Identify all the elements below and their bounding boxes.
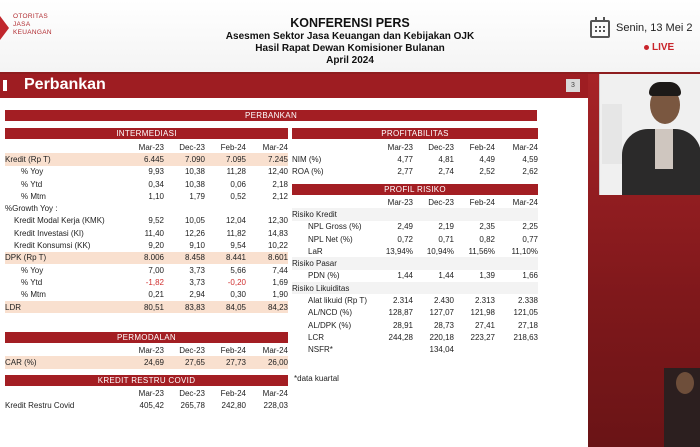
- cell-value: [454, 208, 495, 220]
- row-label: DPK (Rp T): [5, 252, 123, 264]
- cell-value: 12,30: [267, 216, 288, 226]
- press-conference-subtitle-2: Hasil Rapat Dewan Komisioner Bulanan: [255, 43, 445, 54]
- cell-value: 2.314: [392, 296, 413, 306]
- cell-value: 27,73: [205, 356, 246, 368]
- cell-value: 1,90: [272, 290, 288, 300]
- column-header-period: Mar-24: [512, 142, 538, 152]
- cell-value: 0,34: [148, 179, 164, 189]
- column-header-label: [292, 141, 372, 153]
- table-row: [292, 208, 538, 220]
- cell-value: 26,00: [246, 356, 288, 368]
- table-row: [292, 294, 538, 306]
- cell-value: [495, 257, 538, 269]
- presentation-slide: [0, 74, 588, 447]
- column-header-period: Dec-23: [179, 388, 205, 398]
- cell-value: 7.090: [164, 153, 205, 165]
- speaker-video: [599, 74, 700, 195]
- cell-value: 2,77: [397, 167, 413, 177]
- kredit-restru-covid-header: KREDIT RESTRU COVID: [5, 375, 288, 386]
- column-header-period: Dec-23: [428, 142, 454, 152]
- cell-value: 28,73: [433, 320, 454, 330]
- row-label: Kredit Konsumsi (KK): [14, 241, 91, 251]
- cell-value: 0,72: [397, 234, 413, 244]
- cell-value: 9,20: [148, 241, 164, 251]
- interpreter-head: [676, 372, 694, 394]
- cell-value: 121,98: [470, 308, 495, 318]
- row-label: NPL Gross (%): [308, 222, 362, 232]
- cell-value: 405,42: [139, 400, 164, 410]
- press-conference-subtitle-3: April 2024: [326, 55, 374, 66]
- cell-value: 28,91: [392, 320, 413, 330]
- table-row: [5, 301, 288, 313]
- cell-value: 84,05: [205, 301, 246, 313]
- cell-value: [372, 257, 413, 269]
- column-header-period: Dec-23: [179, 142, 205, 152]
- cell-value: 3,73: [189, 277, 205, 287]
- table-row: [5, 264, 288, 276]
- cell-value: 1,69: [272, 277, 288, 287]
- live-dot-icon: [644, 45, 649, 50]
- row-label: Kredit (Rp T): [5, 153, 123, 165]
- cell-value: 1,79: [189, 191, 205, 201]
- speaker-hair: [649, 82, 681, 96]
- table-row: [5, 399, 288, 411]
- row-label: % Yoy: [21, 167, 44, 177]
- column-header-period: Mar-23: [138, 142, 164, 152]
- row-label: % Ytd: [21, 179, 43, 189]
- kredit-restru-covid-table: [5, 387, 288, 412]
- cell-value: 2,49: [397, 222, 413, 232]
- cell-value: 12,26: [184, 228, 205, 238]
- cell-value: 4,81: [438, 154, 454, 164]
- profil-risiko-header: PROFIL RISIKO: [292, 184, 538, 195]
- table-row: [5, 252, 288, 264]
- row-label: AL/DPK (%): [308, 320, 352, 330]
- table-row: [5, 356, 288, 368]
- cell-value: 218,63: [513, 332, 538, 342]
- cell-value: 10,05: [184, 216, 205, 226]
- row-label: % Ytd: [21, 277, 43, 287]
- cell-value: -0,20: [227, 277, 246, 287]
- cell-value: 11,56%: [468, 246, 495, 256]
- table-row: [5, 202, 288, 214]
- calendar-icon: [590, 20, 610, 38]
- cell-value: 9,54: [230, 241, 246, 251]
- intermediasi-table: [5, 141, 288, 313]
- table-row: [5, 289, 288, 301]
- cell-value: 128,87: [388, 308, 413, 318]
- table-row: [292, 270, 538, 282]
- cell-value: 0,30: [230, 290, 246, 300]
- cell-value: [413, 257, 454, 269]
- cell-value: 11,82: [226, 228, 246, 238]
- column-header-label: [292, 196, 372, 208]
- live-label: LIVE: [652, 42, 675, 53]
- row-label: LaR: [308, 246, 323, 256]
- cell-value: 8.601: [246, 252, 288, 264]
- cell-value: 2,12: [272, 191, 288, 201]
- column-header-period: Feb-24: [220, 345, 246, 355]
- ojk-logo-text: OTORITAS JASA KEUANGAN: [13, 13, 52, 36]
- row-label: Risiko Likuiditas: [292, 282, 372, 294]
- cell-value: 4,49: [479, 154, 495, 164]
- cell-value: 10,38: [184, 167, 205, 177]
- cell-value: [123, 202, 164, 214]
- column-header-period: Mar-24: [262, 388, 288, 398]
- cell-value: 27,41: [474, 320, 495, 330]
- cell-value: 7.095: [205, 153, 246, 165]
- press-conference-title: KONFERENSI PERS: [290, 16, 410, 30]
- cell-value: 7,44: [272, 265, 288, 275]
- table-row: [292, 257, 538, 269]
- profil-risiko-table: [292, 196, 538, 356]
- table-row: [5, 178, 288, 190]
- cell-value: 27,65: [164, 356, 205, 368]
- row-label: Risiko Kredit: [292, 208, 372, 220]
- column-header-period: Mar-23: [387, 197, 413, 207]
- broadcast-header: [0, 0, 700, 72]
- cell-value: 24,69: [123, 356, 164, 368]
- cell-value: 0,82: [479, 234, 495, 244]
- table-row: [5, 153, 288, 165]
- cell-value: 7,00: [148, 265, 164, 275]
- table-row: [5, 227, 288, 239]
- cell-value: 0,77: [522, 234, 538, 244]
- column-header-period: Mar-23: [138, 388, 164, 398]
- cell-value: 10,38: [184, 179, 205, 189]
- table-row: [292, 307, 538, 319]
- cell-value: 7.245: [246, 153, 288, 165]
- cell-value: 121,05: [513, 308, 538, 318]
- row-label: ROA (%): [292, 167, 324, 177]
- row-label: NPL Net (%): [308, 234, 353, 244]
- row-label: % Yoy: [21, 265, 44, 275]
- cell-value: 1,10: [148, 191, 164, 201]
- row-label: PDN (%): [308, 271, 340, 281]
- row-label: NIM (%): [292, 154, 322, 164]
- row-label: %Growth Yoy :: [5, 204, 58, 214]
- cell-value: 2,18: [272, 179, 288, 189]
- cell-value: 8.458: [164, 252, 205, 264]
- column-header-label: [5, 141, 123, 153]
- cell-value: 11,40: [144, 228, 164, 238]
- table-row: [5, 215, 288, 227]
- cell-value: 10,22: [267, 241, 288, 251]
- speaker-shirt: [655, 129, 673, 169]
- cell-value: 9,93: [148, 167, 164, 177]
- cell-value: 13,94%: [385, 246, 413, 256]
- cell-value: [495, 208, 538, 220]
- cell-value: 242,80: [221, 400, 246, 410]
- quarterly-data-footnote: *data kuartal: [294, 374, 339, 383]
- press-conference-title-block: [170, 16, 530, 66]
- cell-value: [454, 282, 495, 294]
- cell-value: [495, 282, 538, 294]
- cell-value: 228,03: [263, 400, 288, 410]
- cell-value: 14,83: [267, 228, 288, 238]
- cell-value: 2,19: [438, 222, 454, 232]
- cell-value: 9,52: [148, 216, 164, 226]
- cell-value: 11,28: [226, 167, 246, 177]
- table-row: [5, 166, 288, 178]
- row-label: Kredit Restru Covid: [5, 400, 75, 410]
- cell-value: 1,44: [438, 271, 454, 281]
- table-row: [292, 233, 538, 245]
- ojk-logo: [0, 10, 70, 44]
- slide-page-number: 3: [566, 79, 580, 92]
- cell-value: 0,21: [148, 290, 164, 300]
- background-flag: [602, 104, 622, 164]
- cell-value: 134,04: [429, 345, 454, 355]
- cell-value: 2.313: [474, 296, 495, 306]
- cell-value: 9,10: [189, 241, 205, 251]
- cell-value: 2,35: [479, 222, 495, 232]
- live-indicator: [644, 42, 674, 53]
- column-header-label: [5, 344, 123, 356]
- cell-value: 220,18: [429, 332, 454, 342]
- table-row: [292, 166, 538, 178]
- column-header-period: Mar-24: [262, 345, 288, 355]
- table-row: [292, 344, 538, 356]
- cell-value: [164, 202, 205, 214]
- cell-value: 2,62: [522, 167, 538, 177]
- column-header-period: Mar-24: [512, 197, 538, 207]
- cell-value: 12,40: [267, 167, 288, 177]
- broadcast-date: Senin, 13 Mei 2: [616, 22, 693, 34]
- cell-value: [372, 282, 413, 294]
- column-header-period: Mar-24: [262, 142, 288, 152]
- table-row: [5, 239, 288, 251]
- row-label: Risiko Pasar: [292, 257, 372, 269]
- row-label: Kredit Investasi (KI): [14, 228, 84, 238]
- cell-value: [372, 344, 413, 356]
- cell-value: [413, 208, 454, 220]
- cell-value: [372, 208, 413, 220]
- cell-value: [205, 202, 246, 214]
- cell-value: 84,23: [246, 301, 288, 313]
- column-header-period: Feb-24: [469, 197, 495, 207]
- column-header-period: Mar-23: [138, 345, 164, 355]
- press-conference-subtitle-1: Asesmen Sektor Jasa Keuangan dan Kebijakan OJK: [225, 31, 475, 42]
- cell-value: [454, 344, 495, 356]
- row-label: CAR (%): [5, 356, 123, 368]
- sign-language-interpreter-video: [664, 368, 700, 447]
- cell-value: [495, 344, 538, 356]
- profitabilitas-table: [292, 141, 538, 178]
- cell-value: 2,25: [522, 222, 538, 232]
- table-row: [5, 190, 288, 202]
- slide-title: Perbankan: [24, 76, 106, 93]
- cell-value: 223,27: [470, 332, 495, 342]
- column-header-period: Dec-23: [179, 345, 205, 355]
- cell-value: 0,52: [230, 191, 246, 201]
- row-label: AL/NCD (%): [308, 308, 353, 318]
- ojk-logo-mark-icon: [0, 16, 9, 40]
- table-row: [292, 319, 538, 331]
- cell-value: 12,04: [225, 216, 246, 226]
- cell-value: 1,39: [479, 271, 495, 281]
- cell-value: 1,44: [397, 271, 413, 281]
- column-header-label: [5, 387, 123, 399]
- row-label: % Mtm: [21, 290, 46, 300]
- cell-value: 2,52: [479, 167, 495, 177]
- row-label: % Mtm: [21, 191, 46, 201]
- row-label: NSFR*: [308, 345, 333, 355]
- cell-value: [246, 202, 288, 214]
- cell-value: 11,10%: [511, 246, 538, 256]
- slide-logo-icon: [3, 80, 17, 91]
- cell-value: -1,82: [145, 277, 164, 287]
- table-row: [5, 276, 288, 288]
- column-header-period: Mar-23: [387, 142, 413, 152]
- row-label: LDR: [5, 301, 123, 313]
- table-row: [292, 153, 538, 165]
- table-row: [292, 245, 538, 257]
- permodalan-header: PERMODALAN: [5, 332, 288, 343]
- column-header-period: Feb-24: [220, 142, 246, 152]
- cell-value: [413, 282, 454, 294]
- cell-value: 6.445: [123, 153, 164, 165]
- row-label: Kredit Modal Kerja (KMK): [14, 216, 105, 226]
- column-header-period: Feb-24: [220, 388, 246, 398]
- cell-value: 10,94%: [426, 246, 454, 256]
- cell-value: 1,66: [522, 271, 538, 281]
- cell-value: 8.006: [123, 252, 164, 264]
- cell-value: 2.338: [517, 296, 538, 306]
- permodalan-table: [5, 344, 288, 369]
- cell-value: 244,28: [388, 332, 413, 342]
- row-label: LCR: [308, 332, 325, 342]
- cell-value: 2,74: [438, 167, 454, 177]
- profitabilitas-header: PROFITABILITAS: [292, 128, 538, 139]
- cell-value: 4,77: [397, 154, 413, 164]
- cell-value: 83,83: [164, 301, 205, 313]
- cell-value: 4,59: [522, 154, 538, 164]
- cell-value: 80,51: [123, 301, 164, 313]
- cell-value: 5,66: [230, 265, 246, 275]
- cell-value: 27,18: [517, 320, 538, 330]
- cell-value: 2,94: [189, 290, 205, 300]
- cell-value: 265,78: [180, 400, 205, 410]
- row-label: Alat likuid (Rp T): [308, 296, 367, 306]
- cell-value: 0,06: [230, 179, 246, 189]
- column-header-period: Dec-23: [428, 197, 454, 207]
- table-row: [292, 331, 538, 343]
- perbankan-banner: PERBANKAN: [5, 110, 537, 121]
- cell-value: 2.430: [433, 296, 454, 306]
- cell-value: [454, 257, 495, 269]
- cell-value: 3,73: [189, 265, 205, 275]
- slide-title-bar: [0, 74, 588, 98]
- table-row: [292, 282, 538, 294]
- cell-value: 0,71: [438, 234, 454, 244]
- cell-value: 8.441: [205, 252, 246, 264]
- intermediasi-header: INTERMEDIASI: [5, 128, 288, 139]
- cell-value: 127,07: [429, 308, 454, 318]
- table-row: [292, 221, 538, 233]
- column-header-period: Feb-24: [469, 142, 495, 152]
